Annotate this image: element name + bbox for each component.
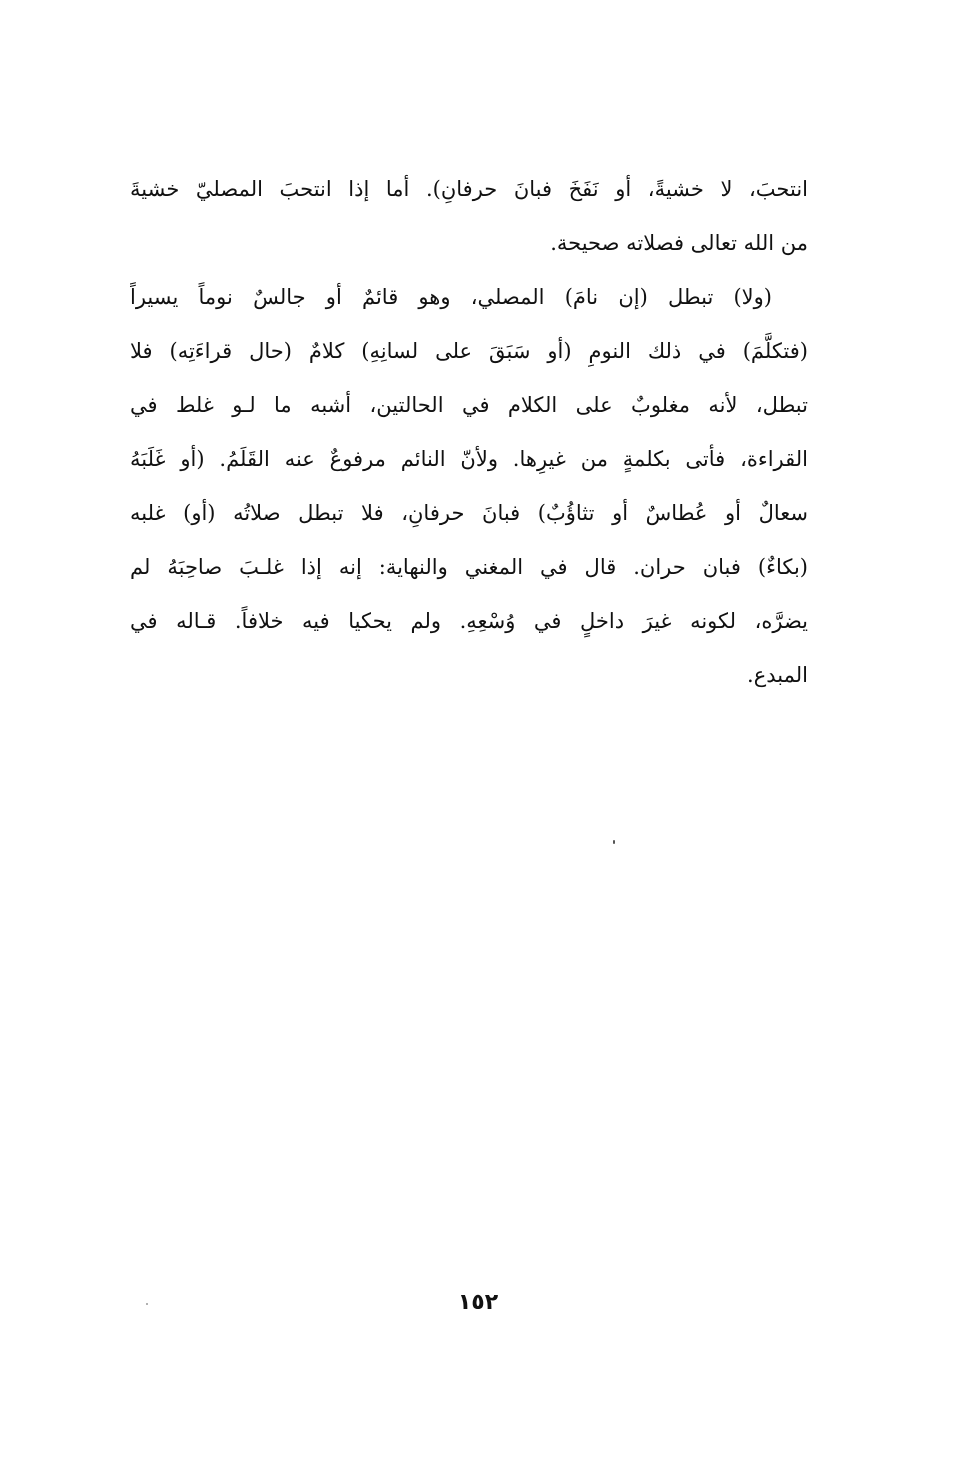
text-line: (بكاءٌ) فبان حران. قال في المغني والنهاية: إنه إذا غلـبَ صاحِبَهُ لم <box>130 555 808 579</box>
text-line: انتحبَ، لا خشيةً، أو نَفَخَ فبانَ حرفانِ). أما إذا انتحبَ المصليّ خشيةَ <box>130 177 808 201</box>
text-line: القراءة، فأتى بكلمةٍ من غيرِها. ولأنّ النائم مرفوعٌ عنه القَلَمُ. (أو غَلَبَهُ <box>130 447 808 471</box>
body-text <box>130 162 808 702</box>
text-line: المبدع. <box>747 663 808 687</box>
scan-speck <box>613 840 615 844</box>
text-line: (ولا) تبطل (إن نامَ) المصلي، وهو قائمٌ أو جالسٌ نوماً يسيراً <box>130 285 772 309</box>
text-line: (فتكلَّمَ) في ذلك النومِ (أو سَبَقَ على لسانِهِ) كلامٌ (حال قراءَتِه) فلا <box>130 339 808 363</box>
text-line: يضرَّه، لكونه غيرَ داخلٍ في وُسْعِهِ. ولم يحكيا فيه خلافاً. قـاله في <box>130 609 808 633</box>
page-number: ١٥٢ <box>457 1290 499 1315</box>
text-line: سعالٌ أو عُطاسٌ أو تثاؤُبٌ) فبانَ حرفانِ، فلا تبطل صلاتُه (أو) غلبه <box>130 501 808 525</box>
text-line: تبطل، لأنه مغلوبٌ على الكلام في الحالتين، أشبه ما لـو غلط في <box>130 393 808 417</box>
text-line: من الله تعالى فصلاته صحيحة. <box>550 231 808 255</box>
